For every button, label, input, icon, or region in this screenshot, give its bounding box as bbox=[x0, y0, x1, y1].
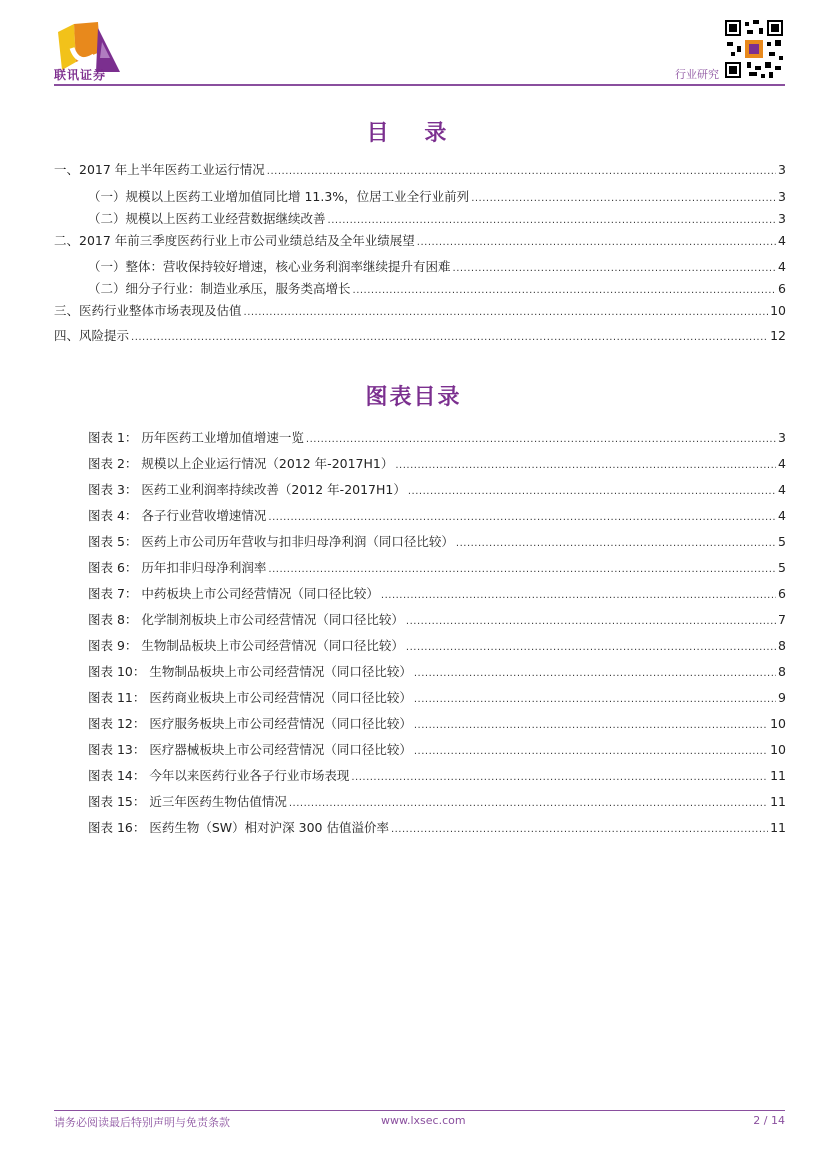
footer-divider bbox=[54, 1110, 785, 1111]
figure-entry[interactable] bbox=[88, 793, 786, 811]
figure-entry[interactable] bbox=[88, 663, 786, 681]
toc-entry-page: 4 bbox=[778, 233, 786, 248]
figure-entry-page: 5 bbox=[778, 534, 786, 549]
figure-entry-page: 9 bbox=[778, 690, 786, 705]
figure-entry[interactable] bbox=[88, 533, 786, 551]
toc-entry[interactable] bbox=[54, 327, 786, 345]
toc-entry-label: 一、2017 年上半年医药工业运行情况 bbox=[54, 162, 265, 177]
figure-entry-page: 4 bbox=[778, 482, 786, 497]
figure-entry-label: 图表 9： 生物制品板块上市公司经营情况（同口径比较） bbox=[88, 638, 404, 653]
figure-entry[interactable] bbox=[88, 455, 786, 473]
toc-entry[interactable] bbox=[54, 232, 786, 250]
toc-entry-label: （二）细分子行业：制造业承压，服务类高增长 bbox=[88, 281, 351, 296]
toc-title: 目 录 bbox=[366, 120, 461, 146]
figure-entry[interactable] bbox=[88, 559, 786, 577]
figure-entry-page: 11 bbox=[770, 794, 786, 809]
figure-entry-label: 图表 16： 医药生物（SW）相对沪深 300 估值溢价率 bbox=[88, 820, 389, 835]
toc-entry[interactable] bbox=[88, 258, 786, 276]
figure-entry-label: 图表 14： 今年以来医药行业各子行业市场表现 bbox=[88, 768, 350, 783]
figure-entry-page: 11 bbox=[770, 820, 786, 835]
figure-entry-page: 6 bbox=[778, 586, 786, 601]
toc-entry-page: 12 bbox=[770, 328, 786, 343]
figure-entry-label: 图表 8： 化学制剂板块上市公司经营情况（同口径比较） bbox=[88, 612, 404, 627]
figure-entry-label: 图表 1： 历年医药工业增加值增速一览 bbox=[88, 430, 304, 445]
figure-entry-page: 10 bbox=[770, 716, 786, 731]
figure-entry[interactable] bbox=[88, 741, 786, 759]
toc-entry-page: 3 bbox=[778, 211, 786, 226]
figures-toc-title: 图表目录 bbox=[365, 384, 462, 410]
figure-entry-page: 11 bbox=[770, 768, 786, 783]
footer-website-link[interactable]: www.lxsec.com bbox=[381, 1114, 466, 1127]
toc-entry-page: 3 bbox=[778, 189, 786, 204]
toc-entry[interactable] bbox=[54, 161, 786, 179]
figure-entry-label: 图表 2： 规模以上企业运行情况（2012 年-2017H1） bbox=[88, 456, 394, 471]
figure-entry-label: 图表 15： 近三年医药生物估值情况 bbox=[88, 794, 287, 809]
figure-entry-label: 图表 5： 医药上市公司历年营收与扣非归母净利润（同口径比较） bbox=[88, 534, 454, 549]
toc-entry[interactable] bbox=[88, 188, 786, 206]
toc-entry-label: 三、医药行业整体市场表现及估值 bbox=[54, 303, 242, 318]
figure-entry-page: 3 bbox=[778, 430, 786, 445]
toc-entry-label: 二、2017 年前三季度医药行业上市公司业绩总结及全年业绩展望 bbox=[54, 233, 415, 248]
figure-entry[interactable] bbox=[88, 585, 786, 603]
figure-entry-page: 4 bbox=[778, 508, 786, 523]
figure-entry-page: 5 bbox=[778, 560, 786, 575]
logo-text: 联讯证券 bbox=[54, 68, 107, 82]
toc-entry[interactable] bbox=[88, 280, 786, 298]
toc-entry-page: 3 bbox=[778, 162, 786, 177]
toc-entry-label: 四、风险提示 bbox=[54, 328, 130, 343]
figure-entry-page: 7 bbox=[778, 612, 786, 627]
toc-entry-page: 6 bbox=[778, 281, 786, 296]
report-category: 行业研究 bbox=[675, 68, 719, 81]
figure-entry-label: 图表 4： 各子行业营收增速情况 bbox=[88, 508, 267, 523]
figure-entry[interactable] bbox=[88, 429, 786, 447]
figure-entry[interactable] bbox=[88, 507, 786, 525]
figure-entry-label: 图表 10： 生物制品板块上市公司经营情况（同口径比较） bbox=[88, 664, 412, 679]
figure-entry[interactable] bbox=[88, 715, 786, 733]
figure-entry-label: 图表 13： 医疗器械板块上市公司经营情况（同口径比较） bbox=[88, 742, 412, 757]
footer-disclaimer: 请务必阅读最后特别声明与免责条款 bbox=[54, 1116, 230, 1129]
figure-entry-page: 4 bbox=[778, 456, 786, 471]
figure-entry[interactable] bbox=[88, 767, 786, 785]
toc-entry-page: 4 bbox=[778, 259, 786, 274]
figure-entry[interactable] bbox=[88, 637, 786, 655]
figure-entry-label: 图表 7： 中药板块上市公司经营情况（同口径比较） bbox=[88, 586, 379, 601]
header-divider bbox=[54, 84, 785, 86]
toc-entry-page: 10 bbox=[770, 303, 786, 318]
qr-code-icon bbox=[723, 18, 785, 80]
figure-entry-label: 图表 3： 医药工业利润率持续改善（2012 年-2017H1） bbox=[88, 482, 406, 497]
figure-entry-page: 8 bbox=[778, 638, 786, 653]
toc-entry[interactable] bbox=[54, 302, 786, 320]
figure-entry-label: 图表 6： 历年扣非归母净利润率 bbox=[88, 560, 267, 575]
figure-entry-page: 8 bbox=[778, 664, 786, 679]
page-number: 2 / 14 bbox=[753, 1114, 785, 1127]
figure-entry[interactable] bbox=[88, 611, 786, 629]
figure-entry[interactable] bbox=[88, 819, 786, 837]
figure-entry[interactable] bbox=[88, 689, 786, 707]
toc-entry[interactable] bbox=[88, 210, 786, 228]
figure-entry-page: 10 bbox=[770, 742, 786, 757]
toc-entry-label: （二）规模以上医药工业经营数据继续改善 bbox=[88, 211, 326, 226]
toc-entry-label: （一）规模以上医药工业增加值同比增 11.3%，位居工业全行业前列 bbox=[88, 189, 470, 204]
figure-entry-label: 图表 11： 医药商业板块上市公司经营情况（同口径比较） bbox=[88, 690, 412, 705]
toc-entry-label: （一）整体：营收保持较好增速，核心业务利润率继续提升有困难 bbox=[88, 259, 451, 274]
figure-entry[interactable] bbox=[88, 481, 786, 499]
figure-entry-label: 图表 12： 医疗服务板块上市公司经营情况（同口径比较） bbox=[88, 716, 412, 731]
